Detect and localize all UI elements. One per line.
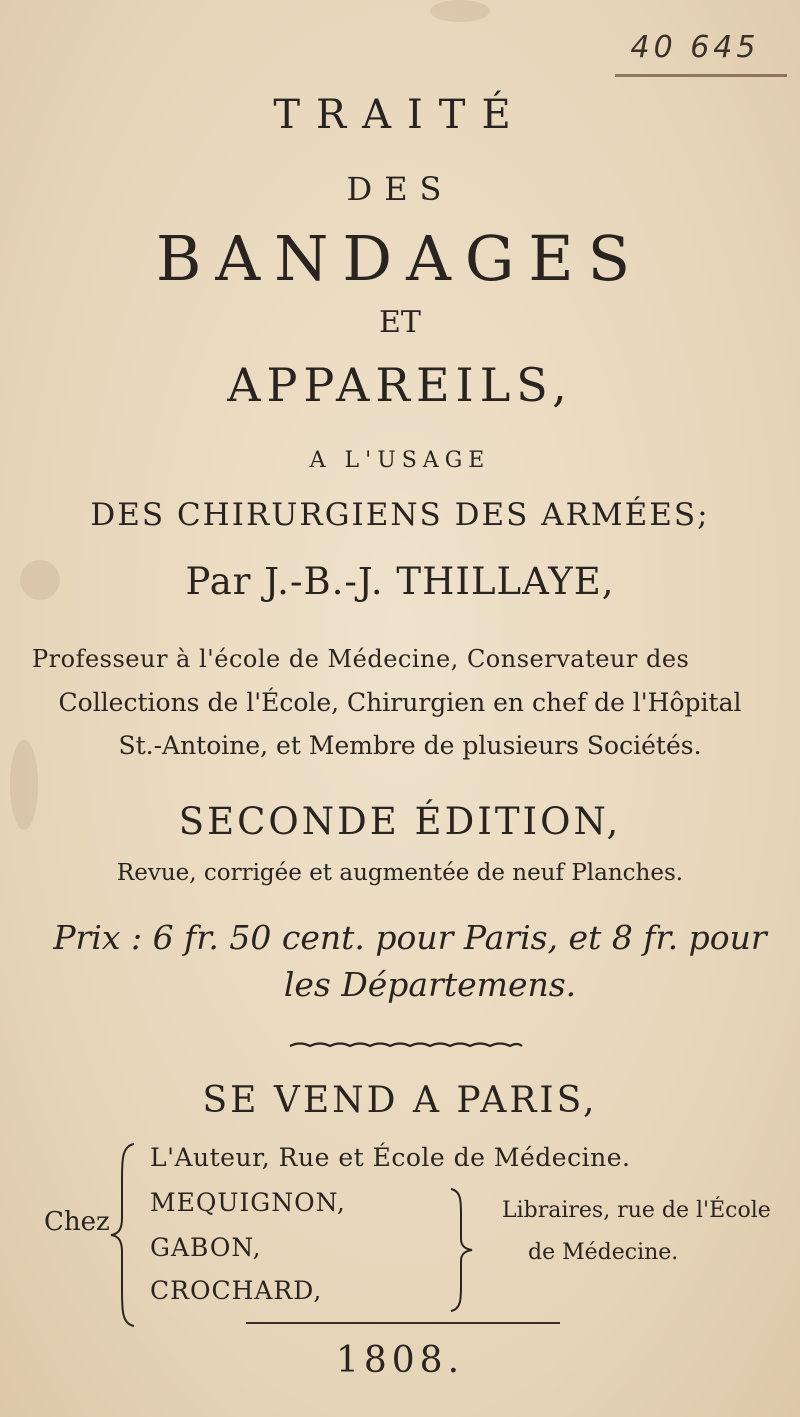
title-line-chirurgiens: DES CHIRURGIENS DES ARMÉES; bbox=[90, 497, 710, 533]
title-line-appareils: APPAREILS, bbox=[227, 358, 573, 412]
left-brace bbox=[108, 1140, 138, 1330]
ornamental-divider bbox=[288, 1040, 524, 1050]
author-credential-2: Collections de l'École, Chirurgien en chef de l'Hôpital bbox=[58, 688, 742, 717]
edition-note: Revue, corrigée et augmentée de neuf Planches. bbox=[116, 860, 684, 886]
libraires-line-2: de Médecine. bbox=[528, 1240, 679, 1265]
publisher-mequignon: MEQUIGNON, bbox=[150, 1188, 346, 1217]
shelfmark: 40 645 bbox=[630, 30, 760, 65]
price-line-1: Prix : 6 fr. 50 cent. pour Paris, et 8 fr. pour bbox=[53, 918, 767, 957]
paper-stain bbox=[430, 0, 490, 22]
publisher-chez: Chez bbox=[44, 1207, 110, 1237]
shelfmark-underline bbox=[615, 74, 787, 77]
bottom-rule bbox=[246, 1322, 560, 1324]
publisher-crochard: CROCHARD, bbox=[150, 1276, 323, 1305]
publication-year: 1808. bbox=[335, 1340, 465, 1381]
author-byline: Par J.-B.-J. THILLAYE, bbox=[185, 560, 615, 603]
author-credential-3: St.-Antoine, et Membre de plusieurs Sociétés. bbox=[118, 731, 702, 760]
title-line-traite: TRAITÉ bbox=[273, 92, 527, 138]
publisher-author-entry: L'Auteur, Rue et École de Médecine. bbox=[150, 1143, 631, 1172]
right-brace bbox=[447, 1185, 477, 1315]
libraires-line-1: Libraires, rue de l'École bbox=[502, 1198, 771, 1223]
title-line-bandages: BANDAGES bbox=[155, 222, 645, 295]
title-line-des: DES bbox=[346, 170, 454, 208]
price-line-2: les Départemens. bbox=[283, 965, 577, 1004]
title-line-et: ET bbox=[379, 305, 421, 340]
publisher-gabon: GABON, bbox=[150, 1233, 262, 1262]
title-line-a-lusage: A L'USAGE bbox=[309, 448, 491, 473]
publisher-heading: SE VEND A PARIS, bbox=[202, 1080, 598, 1121]
author-credential-1: Professeur à l'école de Médecine, Conservateur des bbox=[32, 645, 690, 673]
edition-label: SECONDE ÉDITION, bbox=[178, 800, 622, 843]
